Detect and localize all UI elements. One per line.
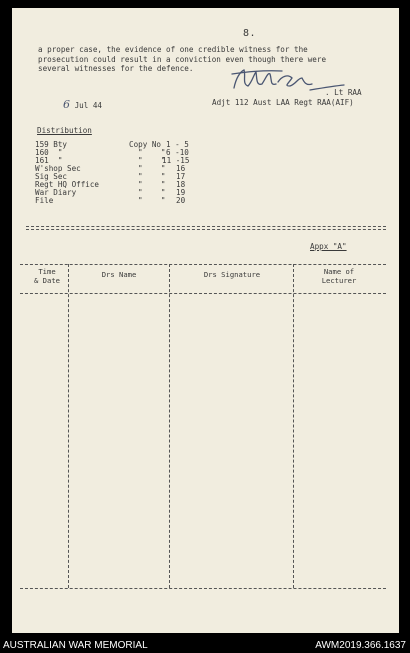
distribution-unit: Regt HQ Office — [35, 180, 100, 189]
document-date — [63, 98, 102, 111]
distribution-nos: 18 — [176, 180, 186, 189]
distribution-copy: Copy No — [129, 140, 162, 149]
paragraph-line: a proper case, the evidence of one credible witness for the — [38, 45, 308, 54]
distribution-copy: " " — [138, 188, 166, 197]
table-column-rule — [169, 264, 170, 588]
table-top-rule — [20, 264, 386, 265]
footer-institution: AUSTRALIAN WAR MEMORIAL — [3, 640, 148, 651]
header-line: & Date — [34, 275, 60, 285]
table-column-rule — [293, 264, 294, 588]
date-day: 6 — [63, 98, 70, 111]
paragraph-line: several witnesses for the defence. — [38, 64, 194, 73]
signatory-appointment: Adjt 112 Aust LAA Regt RAA(AIF) — [212, 98, 354, 107]
section-divider — [26, 226, 386, 227]
distribution-row — [35, 197, 195, 205]
distribution-copy: " " — [138, 196, 166, 205]
section-divider — [26, 229, 386, 230]
page-number: 8. — [243, 28, 257, 39]
distribution-nos: 6 -10 — [166, 148, 189, 157]
distribution-unit: 160 " — [35, 148, 63, 157]
distribution-title: Distribution — [37, 126, 92, 135]
table-column-rule — [68, 264, 69, 588]
header-line: Name of — [323, 267, 355, 276]
distribution-nos: 17 — [176, 172, 186, 181]
header-line: Time — [38, 267, 56, 276]
distribution-unit: 159 Bty — [35, 140, 68, 149]
table-header-rule — [20, 293, 386, 294]
distribution-nos: 11 -15 — [162, 156, 190, 165]
distribution-nos: 1 - 5 — [166, 140, 189, 149]
distribution-nos: 20 — [176, 196, 186, 205]
header-time-date — [26, 268, 68, 285]
distribution-nos: 16 — [176, 164, 186, 173]
distribution-row — [35, 189, 195, 197]
archive-footer — [0, 638, 410, 653]
distribution-copy: " " — [138, 172, 166, 181]
table-bottom-rule — [20, 588, 386, 589]
distribution-copy: " " — [138, 164, 166, 173]
document-page — [12, 8, 399, 633]
signatory-rank: . Lt RAA — [325, 88, 362, 97]
paragraph-line: prosecution could result in a conviction even though there were — [38, 54, 327, 64]
distribution-nos: 19 — [176, 188, 186, 197]
header-drs-name: Drs Name — [101, 270, 137, 279]
distribution-copy: " " — [138, 148, 166, 157]
distribution-unit: Sig Sec — [35, 172, 68, 181]
header-line: Lecturer — [321, 275, 357, 285]
distribution-unit: War Diary — [35, 188, 77, 197]
header-drs-signature: Drs Signature — [203, 270, 261, 279]
header-lecturer — [295, 268, 383, 285]
distribution-copy: " " — [138, 180, 166, 189]
distribution-unit: 161 " — [35, 156, 63, 165]
distribution-copy: " " — [138, 156, 166, 165]
footer-reference: AWM2019.366.1637 — [315, 640, 406, 651]
distribution-unit: File — [35, 196, 54, 205]
distribution-unit: W'shop Sec — [35, 164, 81, 173]
date-month-year: Jul 44 — [74, 101, 103, 110]
appendix-label: Appx "A" — [310, 242, 347, 251]
